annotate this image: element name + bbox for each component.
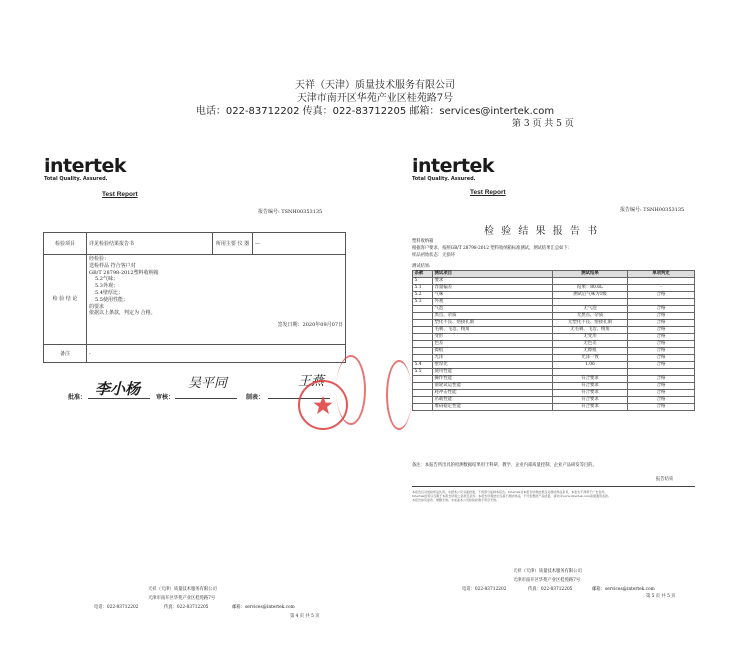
results-cell	[628, 299, 695, 306]
report-end: 报告结束	[656, 477, 674, 482]
results-cell: 操作性能	[433, 376, 553, 383]
report-title: Test Report	[102, 191, 138, 198]
results-cell: 1.06	[553, 362, 628, 369]
results-cell: 5.4	[413, 362, 433, 369]
footer-fax: 传真：022-83712205	[528, 587, 573, 592]
results-cell: 光泽	[433, 355, 553, 362]
report-title: Test Report	[470, 189, 506, 196]
results-row	[413, 376, 695, 383]
cover-company: 天祥（天津）质量技术服务有限公司	[295, 80, 455, 91]
results-cell	[413, 397, 433, 404]
footer-tel: 电话：022-83712202	[462, 587, 507, 592]
sample-description: 样品初始状态：无损坏	[412, 253, 455, 258]
remark-value: -	[87, 345, 346, 363]
footer-address: 天津市南开区华苑产业区桂苑路7号	[148, 596, 216, 601]
results-header-row	[413, 271, 695, 278]
results-cell: 结果：80.6L	[553, 285, 628, 292]
cover-contact: 电话：022-83712202 传真：022-83712205 邮箱：services@intertek.com	[195, 106, 555, 117]
results-row	[413, 383, 695, 390]
results-cell: 合格	[628, 362, 695, 369]
report-remark: 备注：本报告所出具的检测数据结果用于科研、教学、企业内部质量控制、企业产品研发等目的。	[412, 463, 597, 468]
approver-label: 批准：	[68, 394, 87, 401]
results-cell: 测试后气味为1级	[553, 292, 628, 299]
conclusion-line: 5.4壁厚比；	[95, 289, 123, 296]
results-cell: 塑化不良、熔接孔洞	[433, 320, 553, 327]
results-cell: 5.3	[413, 299, 433, 306]
results-header-cell: 条款	[413, 271, 433, 278]
half-seal-right	[386, 360, 412, 430]
results-cell: 滑轮试运性能	[433, 383, 553, 390]
results-cell: 合格	[628, 355, 695, 362]
results-cell: 合格	[628, 313, 695, 320]
conclusion-line: 5.3外观；	[95, 283, 118, 290]
footer-tel: 电话：022-83712202	[94, 605, 139, 610]
results-cell	[413, 306, 433, 313]
results-cell: 容量偏差	[433, 285, 553, 292]
results-header-cell: 测试结果	[553, 271, 628, 278]
results-header-cell: 测试项目	[433, 271, 553, 278]
conclusion-line: GB/T 28798-2012塑料收纳箱	[89, 269, 159, 276]
results-cell: 色差	[433, 341, 553, 348]
results-row	[413, 299, 695, 306]
results-cell	[413, 376, 433, 383]
results-cell	[413, 320, 433, 327]
results-cell: 符合要求	[553, 397, 628, 404]
intertek-logo: intertek	[412, 155, 494, 177]
cover-page-label: 第 3 页 共 5 页	[512, 119, 574, 129]
instrument-label: 所用主要 仪 器	[213, 233, 253, 255]
results-cell	[413, 327, 433, 334]
results-cell: 无色差	[553, 341, 628, 348]
results-cell: 合格	[628, 383, 695, 390]
results-cell: 合格	[628, 341, 695, 348]
results-row	[413, 292, 695, 299]
disclaimer	[412, 490, 611, 502]
results-cell: 合格	[628, 306, 695, 313]
results-cell	[628, 369, 695, 376]
results-cell: 无塑化不良、熔接孔洞	[553, 320, 628, 327]
conclusion-body	[87, 255, 346, 345]
test-item-value: 详见检验结果报告书	[87, 233, 213, 255]
footer-company: 天祥（天津）质量技术服务有限公司	[513, 569, 582, 574]
footer-page: 第 5 页 共 5 页	[646, 594, 676, 599]
summary-table	[43, 232, 346, 363]
results-cell: 变形	[433, 334, 553, 341]
results-row	[413, 397, 695, 404]
results-cell: 毛刺、飞边、棱角	[433, 327, 553, 334]
results-cell: 符合要求	[553, 390, 628, 397]
results-row	[413, 327, 695, 334]
logo-tagline: Total Quality. Assured.	[44, 176, 108, 182]
results-cell	[413, 341, 433, 348]
results-cell: 符合要求	[553, 383, 628, 390]
results-cell: 合格	[628, 404, 695, 411]
results-header-cell: 单项判定	[628, 271, 695, 278]
intertek-logo: intertek	[44, 155, 126, 177]
results-row	[413, 341, 695, 348]
conclusion-line: 5.5使用性能；	[95, 296, 128, 303]
remark-label: 备注	[44, 345, 87, 363]
conclusion-line: 5.2气味；	[95, 276, 118, 283]
results-cell: 符合要求	[553, 376, 628, 383]
results-cell: 合格	[628, 327, 695, 334]
results-row	[413, 369, 695, 376]
conclusion-label: 检 验 结 论	[44, 255, 87, 345]
results-cell: 合格	[628, 334, 695, 341]
divider	[412, 486, 695, 487]
results-cell	[628, 278, 695, 285]
disclaimer-line: Intertek的责任仅限于本报告所载之条款及条件。本报告所载结论仅基于测试样品，不代表整批产品质量，请访问www.intertek.com查阅通用条款。	[412, 494, 612, 498]
results-cell: 黑点、杂质	[433, 313, 553, 320]
approver-line	[88, 398, 150, 399]
results-row	[413, 355, 695, 362]
results-cell: 光泽一致	[553, 355, 628, 362]
client-requirement: 根据客户要求，按照GB/T 28798-2012 塑料收纳箱标准测试，测试结果汇总如下：	[412, 246, 573, 251]
results-table	[412, 270, 695, 411]
results-row	[413, 320, 695, 327]
results-cell	[413, 390, 433, 397]
result-heading: 检 验 结 果 报 告 书	[484, 226, 600, 237]
results-cell: 气味	[433, 292, 553, 299]
results-row	[413, 334, 695, 341]
results-cell: 擦痕	[433, 348, 553, 355]
footer-mail: 邮箱：services@intertek.com	[232, 605, 295, 610]
results-cell: 合格	[628, 376, 695, 383]
disclaimer-line: 本报告仅对送检样品负责。未经本公司书面批准，不得部分复制本报告。Intertek对本报告所载结果仅对测试样品负责，本报告不得用于广告宣传。	[412, 490, 608, 494]
results-cell	[413, 383, 433, 390]
cover-address: 天津市南开区华苑产业区桂苑路7号	[296, 93, 454, 104]
results-cell: 符合要求	[553, 404, 628, 411]
report-number: 报告编号: TSNH00353135	[258, 209, 323, 215]
half-seal-left	[336, 355, 366, 425]
results-cell	[413, 404, 433, 411]
results-cell	[413, 313, 433, 320]
results-cell: 5	[413, 278, 433, 285]
results-cell	[553, 299, 628, 306]
footer-mail: 邮箱：services@intertek.com	[592, 587, 655, 592]
test-item-label: 检验项目	[44, 233, 87, 255]
results-cell: 无变形	[553, 334, 628, 341]
footer-fax: 传真：022-83712205	[164, 605, 209, 610]
reviewer-line	[175, 398, 237, 399]
footer-company: 天祥（天津）质量技术服务有限公司	[148, 587, 217, 592]
disclaimer-line: 本报告如有涂改、增删无效。未加盖本公司检验检测专用章无效。	[412, 498, 500, 502]
results-cell: 合格	[628, 320, 695, 327]
results-cell: 合格	[628, 390, 695, 397]
results-row	[413, 285, 695, 292]
results-cell: 5.1	[413, 285, 433, 292]
sample-name: 塑料收纳箱	[412, 239, 434, 244]
author-signature: 王燕	[298, 374, 325, 389]
results-cell: 壁厚比	[433, 362, 553, 369]
results-cell: 5.5	[413, 369, 433, 376]
results-cell: 无毛刺、飞边、棱角	[553, 327, 628, 334]
results-cell	[413, 348, 433, 355]
results-label: 测试结果:	[412, 264, 431, 269]
results-cell: 无气泡	[553, 306, 628, 313]
reviewer-label: 审核：	[156, 394, 175, 401]
results-cell: 合格	[628, 292, 695, 299]
conclusion-line: 依据以上条款，判定为 合格。	[89, 310, 156, 317]
results-row	[413, 306, 695, 313]
footer-page: 第 4 页 共 5 页	[290, 614, 320, 619]
conclusion-line: 经检验：	[89, 256, 110, 262]
results-row	[413, 404, 695, 411]
logo-tagline: Total Quality. Assured.	[412, 176, 476, 182]
conclusion-line: 送检样品 符合客户对	[89, 262, 136, 269]
results-cell: 气泡	[433, 306, 553, 313]
results-row	[413, 348, 695, 355]
results-cell: 无擦痕	[553, 348, 628, 355]
results-cell	[413, 355, 433, 362]
results-cell	[413, 334, 433, 341]
results-cell: 无黑点、杂质	[553, 313, 628, 320]
results-cell: 耗冲击性能	[433, 390, 553, 397]
results-cell: 使用性能	[433, 369, 553, 376]
reviewer-signature: 吴平同	[188, 376, 228, 391]
results-cell: 要求	[433, 278, 553, 285]
results-cell: 吊载性能	[433, 397, 553, 404]
instrument-value: —	[253, 233, 346, 255]
sign-date: 签发日期：2020年09月07日	[277, 322, 343, 329]
author-label: 制表：	[246, 394, 265, 401]
footer-address: 天津市南开区华苑产业区桂苑路7号	[513, 578, 581, 583]
results-row	[413, 390, 695, 397]
results-row	[413, 313, 695, 320]
conclusion-line: 的要求	[89, 303, 105, 310]
results-cell: 堆码稳定性能	[433, 404, 553, 411]
results-cell	[553, 369, 628, 376]
results-cell: 合格	[628, 348, 695, 355]
report-number: 报告编号: TSNH00353135	[620, 207, 685, 213]
results-cell: -	[628, 285, 695, 292]
results-cell	[553, 278, 628, 285]
results-row	[413, 278, 695, 285]
approver-signature: 李小杨	[95, 380, 141, 398]
results-cell: 5.2	[413, 292, 433, 299]
results-cell: 合格	[628, 397, 695, 404]
results-cell: 外观	[433, 299, 553, 306]
results-row	[413, 362, 695, 369]
